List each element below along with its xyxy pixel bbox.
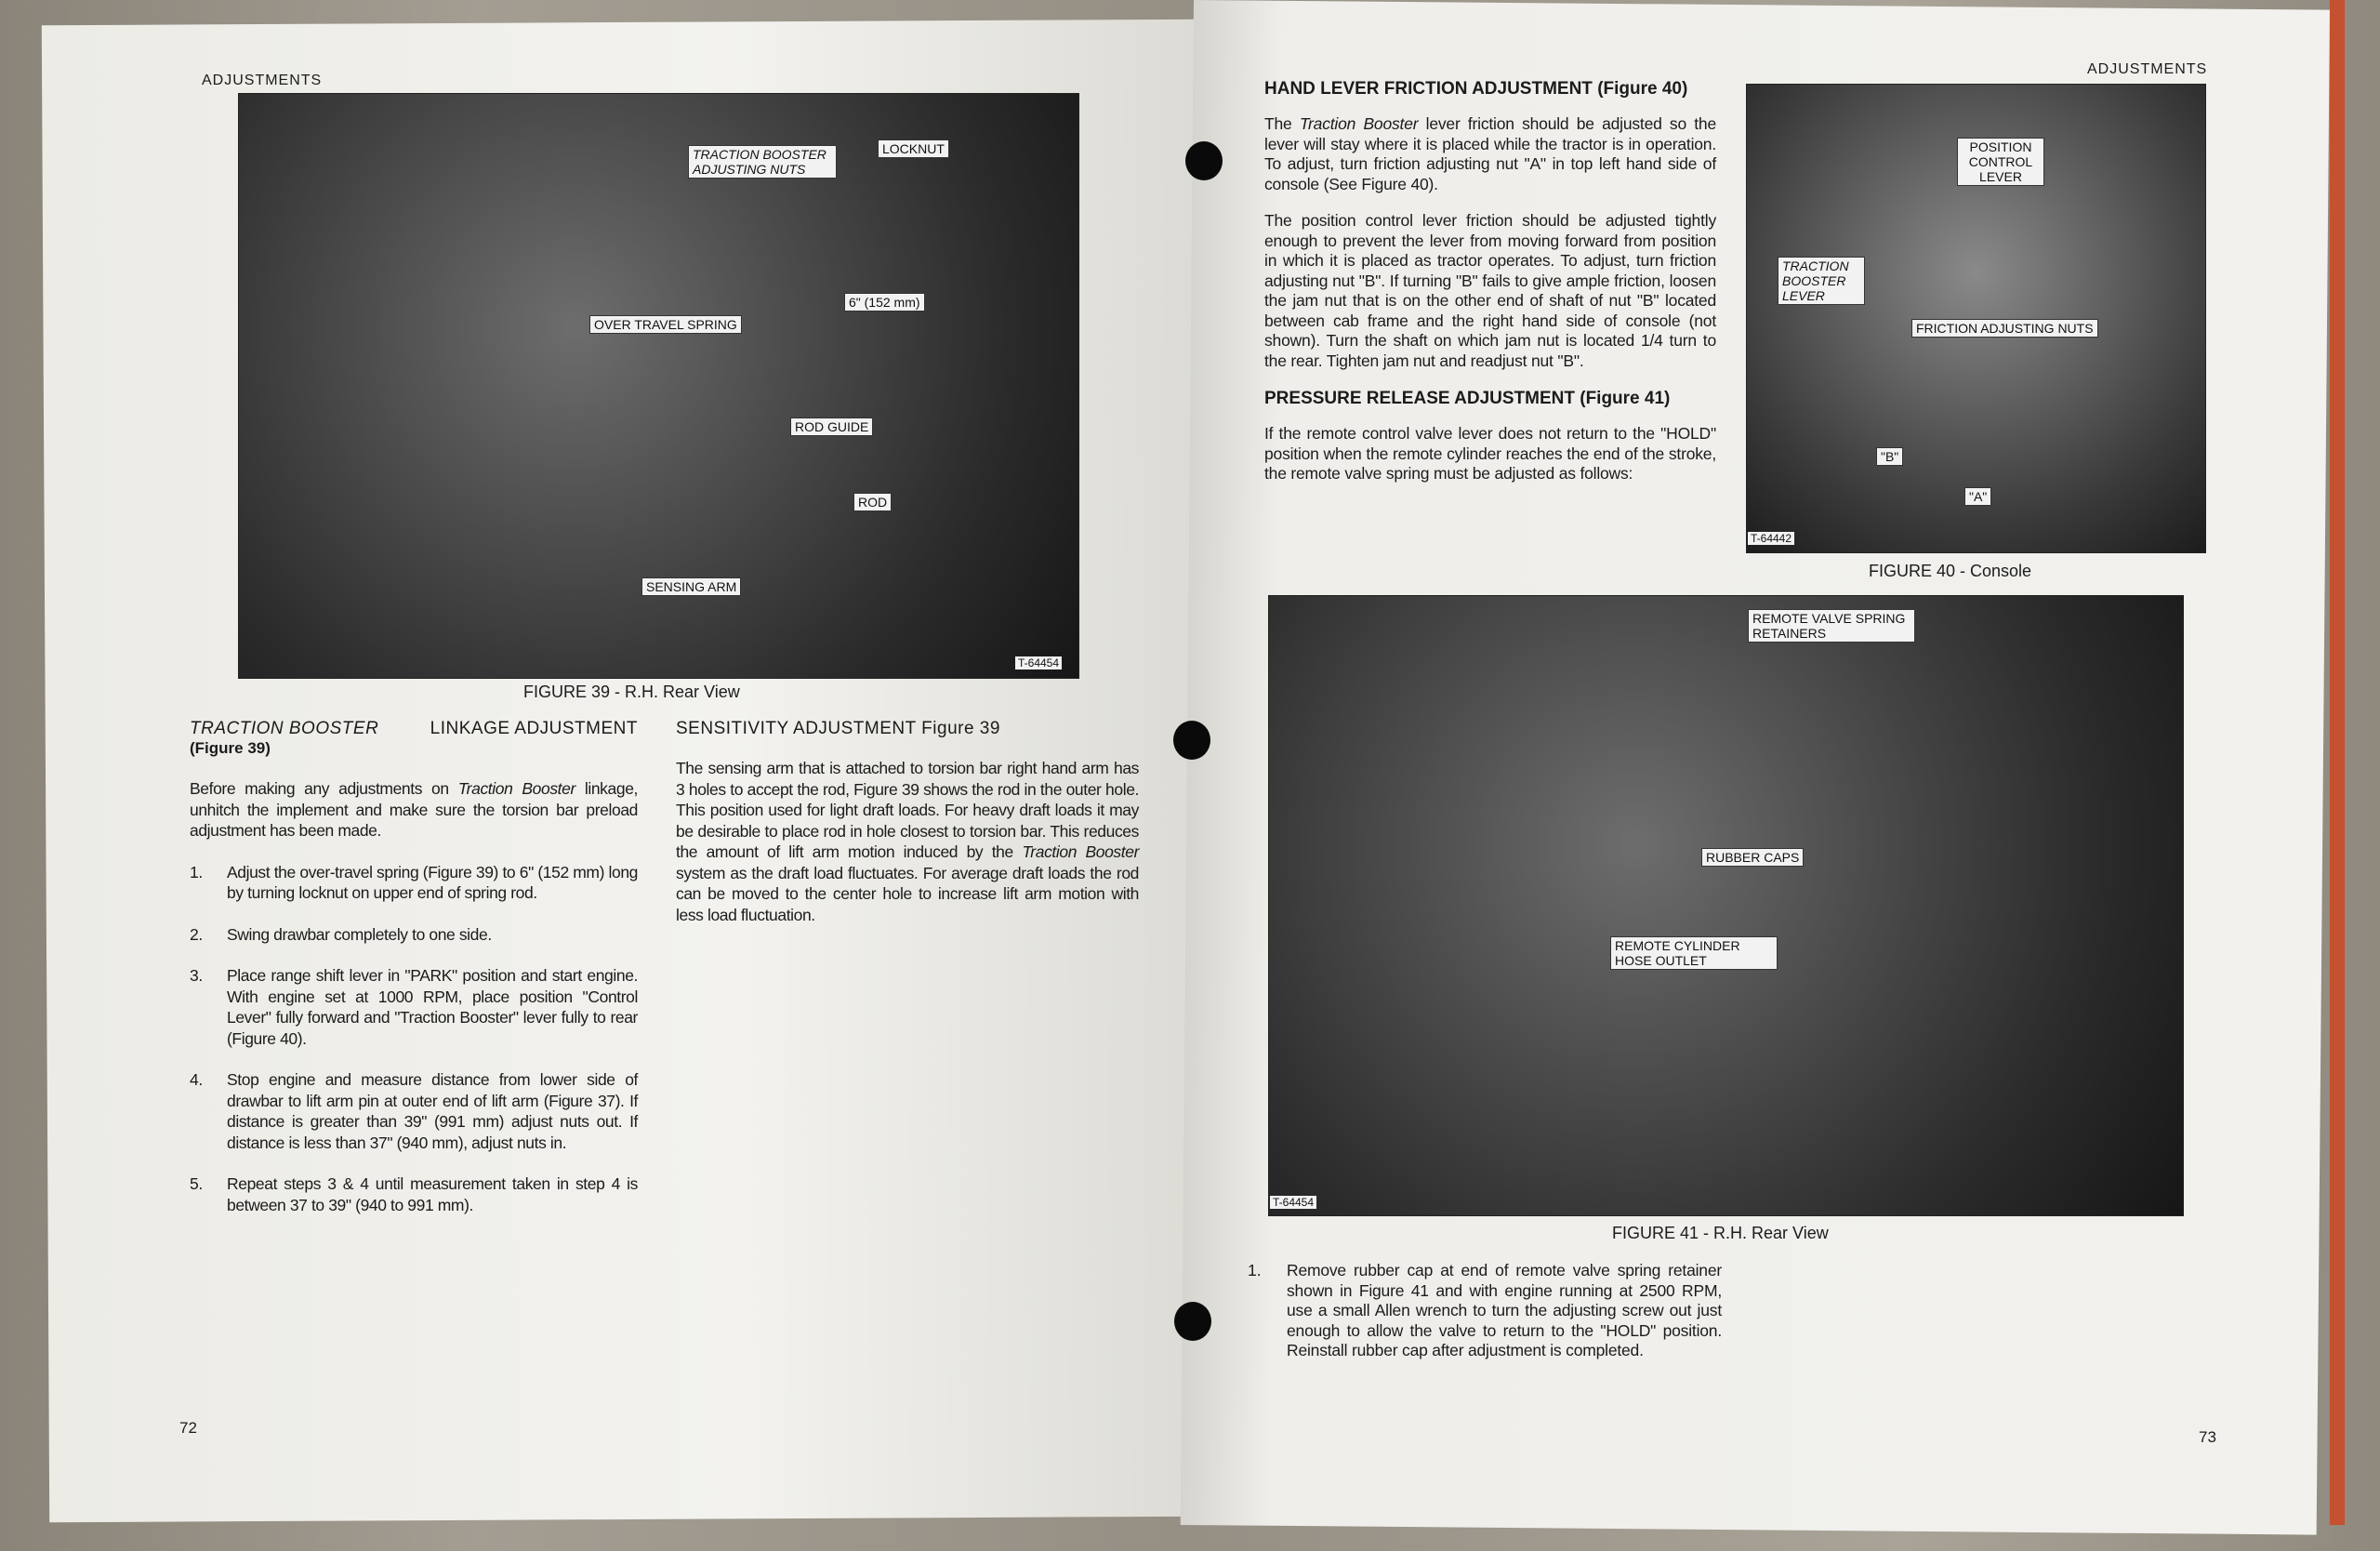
label-a: "A" [1964, 487, 1991, 506]
page-header-right: ADJUSTMENTS [2087, 61, 2208, 77]
figure-41-caption: FIGURE 41 - R.H. Rear View [1612, 1224, 1829, 1242]
label-sensing-arm: SENSING ARM [641, 577, 741, 596]
sensitivity-paragraph: The sensing arm that is attached to torsion bar right hand arm has 3 holes to accept the rod, Figure 39 shows the rod in the outer hole. This position used for light draft loads. For heavy draft loads it may be desirable to place rod in hole closest to torsion bar. This reduces the amount of lift arm motion induced by the Traction Booster system as the draft load fluctuates. For average draft loads the rod can be moved to the center hole to increase lift arm motion with less load fluctuation. [676, 759, 1139, 924]
label-retainers: REMOTE VALVE SPRING RETAINERS [1748, 609, 1915, 643]
label-locknut: LOCKNUT [878, 139, 949, 158]
label-adjusting-nuts: TRACTION BOOSTER ADJUSTING NUTS [688, 145, 837, 179]
label-position-lever: POSITION CONTROL LEVER [1957, 138, 2044, 186]
linkage-heading: TRACTION BOOSTER LINKAGE ADJUSTMENT [190, 719, 638, 738]
pressure-step-1: 1. Remove rubber cap at end of remote valve spring retainer shown in Figure 41 and with engine running at 2500 RPM, use a small Allen wrench to turn the adjusting screw out just enough to allow the valve to return to the "HOLD" position. Reinstall rubber cap after adjustment is completed. [1248, 1261, 1722, 1359]
step-item [190, 1069, 638, 1153]
linkage-heading-ref: (Figure 39) [190, 739, 271, 757]
label-hose: REMOTE CYLINDER HOSE OUTLET [1610, 936, 1778, 970]
figure-41-code: T-64454 [1270, 1196, 1316, 1209]
label-booster-lever: TRACTION BOOSTER LEVER [1778, 257, 1865, 305]
hand-lever-heading: HAND LEVER FRICTION ADJUSTMENT (Figure 40) [1264, 79, 1688, 99]
linkage-section [190, 718, 638, 1215]
pressure-heading: PRESSURE RELEASE ADJUSTMENT (Figure 41) [1264, 389, 1671, 408]
pressure-p1: If the remote control valve lever does not return to the "HOLD" position when the remote cylinder reaches the end of the stroke, the remote valve spring must be adjusted as follows: [1264, 424, 1716, 483]
step-number: 3. [190, 966, 203, 985]
label-rod: ROD [853, 493, 892, 511]
linkage-intro: Before making any adjustments on Traction Booster linkage, unhitch the implement and make sure the torsion bar preload adjustment has been made. [190, 779, 638, 840]
page-number-left: 72 [179, 1419, 197, 1437]
linkage-steps [190, 862, 638, 1216]
step-item [190, 1173, 638, 1215]
sensitivity-heading: SENSITIVITY ADJUSTMENT Figure 39 [676, 719, 1000, 738]
step-text: Swing drawbar completely to one side. [227, 924, 492, 944]
step-text: Place range shift lever in "PARK" position and start engine. With engine set at 1000 RPM, place position "Control Lever" fully forward and "Traction Booster" lever fully to rear (Figure 40). [227, 966, 638, 1048]
step-number: 1. [190, 862, 203, 882]
label-friction-nuts: FRICTION ADJUSTING NUTS [1911, 319, 2098, 338]
hand-lever-p2: The position control lever friction should be adjusted tightly enough to prevent the lever from moving forward from position in which it is placed as tractor operates. To adjust, turn friction adjusting nut "B". If turning "B" fails to give ample friction, loosen the jam nut that is on the other end of shaft of nut "B" located between cab frame and the right hand side of console (not shown). Turn the shaft on which jam nut is located 1/4 turn to the rear. Tighten jam nut and readjust nut "B". [1264, 211, 1716, 370]
page-header-left: ADJUSTMENTS [202, 73, 323, 88]
figure-41-photo [1268, 595, 2184, 1216]
binding-hole [1173, 721, 1210, 760]
figure-40-caption: FIGURE 40 - Console [1869, 562, 2032, 580]
binding-hole [1174, 1302, 1211, 1341]
cover-edge [2330, 0, 2345, 1525]
step-item [190, 965, 638, 1049]
label-dimension: 6" (152 mm) [844, 293, 925, 312]
sensitivity-section [676, 718, 1139, 925]
step-number: 2. [190, 924, 203, 944]
label-caps: RUBBER CAPS [1701, 848, 1804, 867]
step-item [190, 862, 638, 904]
label-rod-guide: ROD GUIDE [790, 418, 873, 436]
page-number-right: 73 [2199, 1428, 2216, 1446]
label-spring: OVER TRAVEL SPRING [589, 315, 742, 334]
figure-39-caption: FIGURE 39 - R.H. Rear View [523, 683, 740, 701]
step-number: 4. [190, 1070, 203, 1089]
label-b: "B" [1876, 447, 1903, 466]
hand-lever-p1: The Traction Booster lever friction should be adjusted so the lever will stay where it is placed while the tractor is in operation. To adjust, turn friction adjusting nut "A" in top left hand side of console (See Figure 40). [1264, 114, 1717, 193]
figure-code: T-64454 [1015, 656, 1062, 669]
binding-hole [1185, 141, 1223, 180]
step-item [190, 924, 638, 946]
step-text: Repeat steps 3 & 4 until measurement taken in step 4 is between 37 to 39" (940 to 991 mm). [227, 1174, 638, 1214]
step-number: 5. [190, 1174, 203, 1193]
figure-40-code: T-64442 [1748, 532, 1794, 545]
step-text: Stop engine and measure distance from lower side of drawbar to lift arm pin at outer end of lift arm (Figure 37). If distance is greater than 39" (991 mm) adjust nuts out. If distance is less than 37" (940 mm), adjust nuts in. [227, 1070, 638, 1152]
step-text: Adjust the over-travel spring (Figure 39) to 6" (152 mm) long by turning locknut on upper end of spring rod. [227, 862, 638, 902]
right-column-text [1264, 78, 1716, 484]
